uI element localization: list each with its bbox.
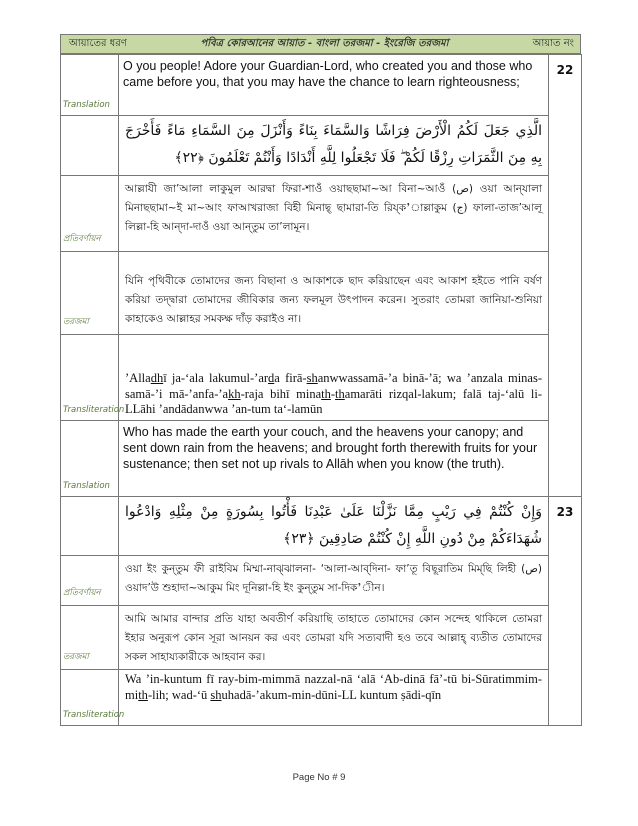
verse-23-arabic: وَإِنْ كُنْتُمْ فِي رَيْبٍ مِمَّا نَزَّلْنَا عَلَىٰ عَبْدِنَا فَأْتُوا بِسُورَةٍ مِنْ مِثْلِهِ وَادْعُوا شُهَدَاءَكُمْ مِنْ دُونِ اللَّهِ إِنْ كُنْتُمْ صَادِقِينَ ﴿٢٣﴾: [119, 497, 549, 556]
table-row: [61, 252, 582, 335]
row-label-bangla: তরজমা: [61, 252, 119, 335]
verse-number-22: 22: [549, 55, 582, 497]
row-label-translation: Translation: [61, 421, 119, 497]
verse-23-pronunciation: ওয়া ইং কুন্‌তুম ফী রাইবিম মিম্মা-নাঝ্‌ঝালনা- ‘আলা-আব্‌দিনা- ফা’তূ বিছূরাতিম মিম্‌ছি লিহী (ص) ওয়াদ’উ শুহাদা~আকুম মিং দূনিল্লা-হি ইং কুন্‌তুম সা-দিক’ীন।: [119, 556, 549, 606]
table-row: [61, 497, 582, 556]
verse-number-23: 23: [549, 497, 582, 726]
verse-22-arabic: الَّذِي جَعَلَ لَكُمُ الْأَرْضَ فِرَاشًا وَالسَّمَاءَ بِنَاءً وَأَنْزَلَ مِنَ السَّمَاءِ مَاءً فَأَخْرَجَ بِهِ مِنَ الثَّمَرَاتِ رِزْقًا لَكُمْ ۖ فَلَا تَجْعَلُوا لِلَّهِ أَنْدَادًا وَأَنْتُمْ تَعْلَمُونَ ﴿٢٢﴾: [119, 116, 549, 176]
table-row: [61, 116, 582, 176]
verse-table: [60, 54, 582, 726]
header-verse-number: আয়াত নং: [532, 37, 574, 49]
row-label-transliteration: Transliteration: [61, 670, 119, 726]
table-row: [61, 421, 582, 497]
verse-22-transliteration: ’Alladhī ja-‘ala lakumul-’arda firā-shanwwassamā-’a binā-’ā; wa ’anzala minas-samā-’i mā-’anfa-’akh-raja bihī minath-thamarāti rizqal-lakum; falā taj-‘alū li-LLāhi ’andādanwwa ’an-tum ta‘-lamūn: [119, 335, 549, 421]
verse-22-translation: Who has made the earth your couch, and the heavens your canopy; and sent down rain from the heavens; and brought forth therewith fruits for your sustenance; then set not up rivals to Allāh when you know (the truth).: [119, 421, 549, 497]
quran-page: [60, 34, 581, 726]
table-header: [60, 34, 581, 54]
row-label-pronunciation: প্রতিবর্ণায়ন: [61, 556, 119, 606]
verse-23-transliteration: Wa ’in-kuntum fī ray-bim-mimmā nazzal-nā ‘alā ‘Ab-dinā fā’-tū bi-Sūratimmim-mith-lih; wad-‘ū shuhadā-’akum-min-dūni-LL kuntum ṣādi-qīn: [119, 670, 549, 726]
table-row: [61, 335, 582, 421]
verse-22-pronunciation: আল্লাযী জা’আলা লাকুমুল আরদ্বা ফিরা-শাওঁ ওয়াছছামা~আ বিনা~আওঁ (ص) ওয়া আন্‌যালা মিনাছছামা~ই মা~আং ফাআখরাজা বিহী মিনাছ্‌ ছামারা-তি রিয্‌ক’াল্লাকুম (ج) ফালা-তাজ’আলূ লিল্লা-হি আন্‌দা-দাওঁ ওয়া আন্‌তুম তা’লামূন।: [119, 176, 549, 252]
table-row: [61, 670, 582, 726]
page-number: Page No # 9: [292, 772, 346, 783]
row-label-transliteration: Transliteration: [61, 335, 119, 421]
verse-22-bangla: যিনি পৃথিবীকে তোমাদের জন্য বিছানা ও আকাশকে ছাদ করিয়াছেন এবং আকাশ হইতে পানি বর্ষণ করিয়া তদ্দ্বারা তোমাদের জীবিকার জন্য ফলমূল উৎপাদন করেন। সুতরাং তোমরা জানিয়া-শুনিয়া কাহাকেও আল্লাহর সমকক্ষ দাঁড় করাইও না।: [119, 252, 549, 335]
row-label-translation: Translation: [61, 55, 119, 116]
table-row: [61, 606, 582, 670]
row-label-bangla: তরজমা: [61, 606, 119, 670]
header-title: পবিত্র কোরআনের আয়াত - বাংলা তরজমা - ইংরেজি তরজমা: [200, 37, 449, 49]
verse-23-bangla: আমি আমার বান্দার প্রতি যাহা অবতীর্ণ করিয়াছি তাহাতে তোমাদের কোন সন্দেহ থাকিলে তোমরা ইহার অনুরূপ কোন সূরা আনয়ন কর এবং তোমরা যদি সত্যবাদী হও তবে আল্লাহ্‌ ব্যতীত তোমাদের সকল সাহায্যকারীকে আহবান কর।: [119, 606, 549, 670]
header-verse-type: আয়াতের ধরণ: [69, 37, 127, 49]
table-row: [61, 176, 582, 252]
verse-21-translation: O you people! Adore your Guardian-Lord, who created you and those who came before you, that you may have the chance to learn righteousness;: [119, 55, 549, 116]
table-row: [61, 556, 582, 606]
row-label-pronunciation: প্রতিবর্ণায়ন: [61, 176, 119, 252]
table-row: [61, 55, 582, 116]
